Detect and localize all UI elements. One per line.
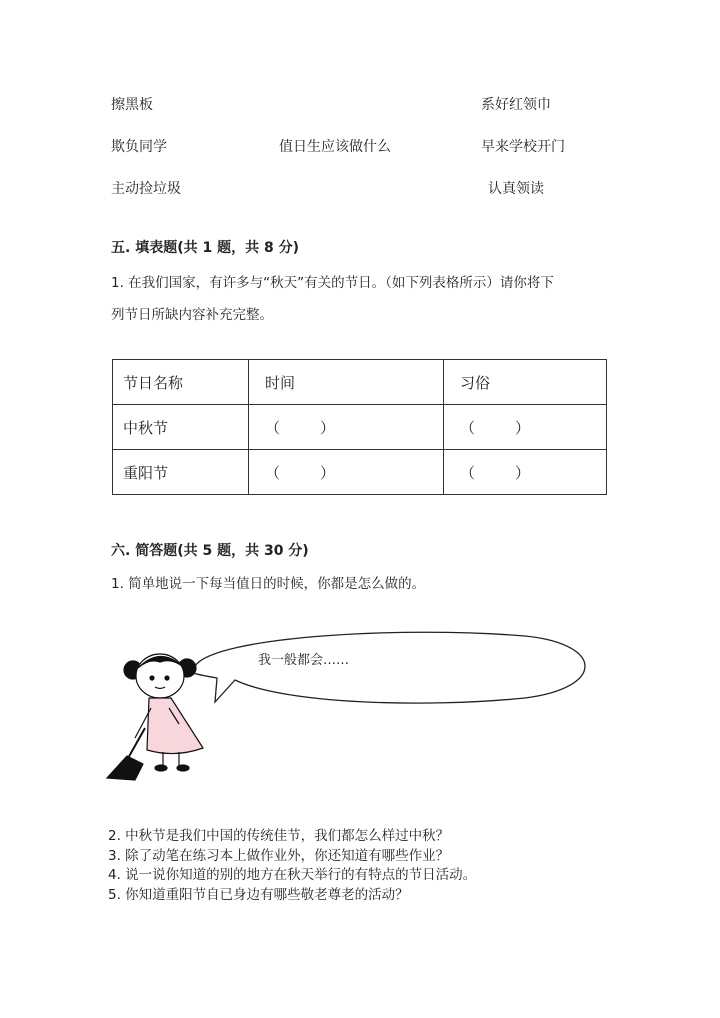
speech-bubble	[191, 632, 585, 703]
festival-name: 重阳节	[113, 450, 249, 495]
header-custom: 习俗	[444, 360, 607, 405]
match-right-3: 认真领读	[488, 181, 544, 197]
festival-name: 中秋节	[113, 405, 249, 450]
section6-question-5: 5. 你知道重阳节自已身边有哪些敬老尊老的活动？	[108, 887, 409, 903]
section6-question-3: 3. 除了动笔在练习本上做作业外，你还知道有哪些作业？	[108, 848, 450, 864]
girl-sweeping-illustration	[105, 628, 595, 788]
section6-title: 六. 简答题(共 5 题，共 30 分)	[111, 543, 309, 559]
time-blank[interactable]: （ ）	[249, 450, 444, 495]
custom-blank[interactable]: （ ）	[444, 405, 607, 450]
section5-question-line2: 列节日所缺内容补充完整。	[111, 307, 273, 323]
section5-title: 五. 填表题(共 1 题，共 8 分)	[111, 240, 299, 256]
section6-question-1: 1. 简单地说一下每当值日的时候，你都是怎么做的。	[111, 576, 426, 592]
table-row	[113, 450, 607, 495]
girl-figure	[107, 654, 203, 780]
speech-text: 我一般都会……	[258, 653, 350, 668]
custom-blank[interactable]: （ ）	[444, 450, 607, 495]
section6-question-2: 2. 中秋节是我们中国的传统佳节，我们都怎么样过中秋？	[108, 828, 450, 844]
match-right-2: 早来学校开门	[481, 139, 565, 155]
match-left-2: 欺负同学	[111, 139, 167, 155]
section5-question-line1: 1. 在我们国家，有许多与“秋天”有关的节日。（如下列表格所示）请你将下	[111, 275, 554, 291]
header-time: 时间	[249, 360, 444, 405]
festival-table	[112, 359, 607, 495]
table-row	[113, 405, 607, 450]
match-left-1: 擦黑板	[111, 97, 153, 113]
match-left-3: 主动捡垃圾	[111, 181, 181, 197]
match-right-1: 系好红领巾	[481, 97, 551, 113]
table-header-row	[113, 360, 607, 405]
section6-question-4: 4. 说一说你知道的别的地方在秋天举行的有特点的节日活动。	[108, 867, 477, 883]
header-festival-name: 节日名称	[113, 360, 249, 405]
match-center: 值日生应该做什么	[279, 139, 391, 155]
time-blank[interactable]: （ ）	[249, 405, 444, 450]
